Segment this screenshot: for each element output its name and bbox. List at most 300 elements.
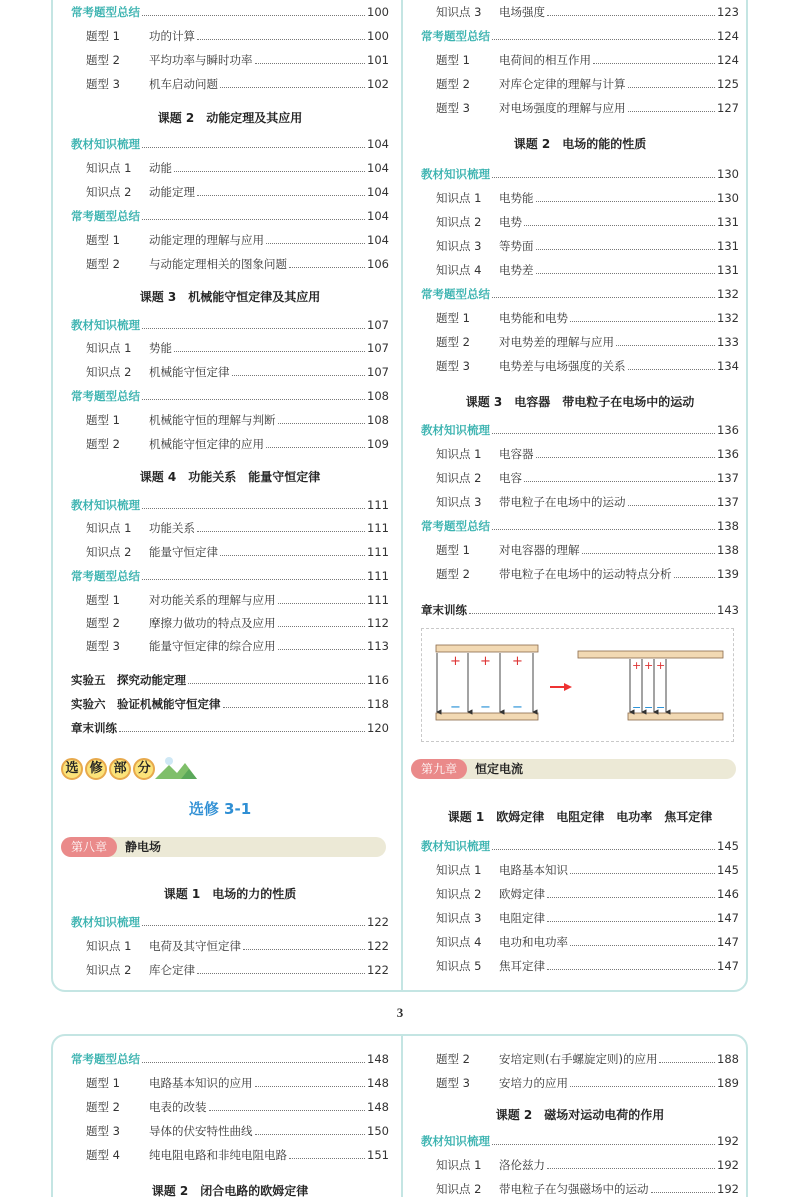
leader-dots — [616, 345, 715, 346]
toc-entry-label — [436, 911, 545, 925]
toc-entry-number: 知识点 1 — [86, 341, 132, 355]
toc-entry[interactable] — [71, 337, 389, 355]
page-ref: 111 — [367, 521, 389, 535]
toc-entry-label — [86, 963, 195, 977]
toc-entry-title: 动能定理的理解与应用 — [149, 233, 264, 247]
toc-entry[interactable] — [421, 307, 739, 325]
toc-entry-title: 洛伦兹力 — [499, 1158, 545, 1172]
leader-dots — [142, 925, 365, 926]
toc-entry-title: 电阻定律 — [499, 911, 545, 925]
toc-entry-number: 知识点 1 — [436, 447, 482, 461]
toc-entry-label — [436, 101, 626, 115]
toc-entry-number: 题型 2 — [436, 567, 470, 581]
page-ref: 136 — [717, 447, 739, 461]
toc-entry[interactable] — [71, 1096, 389, 1114]
toc-entry-title: 电势差与电场强度的关系 — [499, 359, 626, 373]
page-ref: 138 — [717, 543, 739, 557]
toc-entry[interactable] — [421, 73, 739, 91]
page-ref: 145 — [717, 839, 739, 853]
leader-dots — [119, 731, 365, 732]
toc-entry-title: 动能 — [149, 161, 172, 175]
toc-entry-label: 教材知识梳理 — [71, 137, 140, 151]
toc-entry-label — [86, 593, 276, 607]
toc-entry-label — [436, 863, 568, 877]
xuanxiu-char: 修 — [85, 758, 107, 780]
toc-entry[interactable] — [71, 935, 389, 953]
toc-entry-number: 题型 1 — [436, 543, 470, 557]
toc-entry-title: 欧姆定律 — [499, 887, 545, 901]
toc-entry-title: 带电粒子在电场中的运动 — [499, 495, 626, 509]
lesson-title: 课题 4 功能关系 能量守恒定律 — [139, 470, 321, 484]
leader-dots — [243, 949, 365, 950]
page-ref: 124 — [717, 53, 739, 67]
toc-entry[interactable] — [421, 1072, 739, 1090]
toc-entry-number: 知识点 2 — [86, 185, 132, 199]
plus-charge: + — [632, 659, 642, 672]
toc-entry[interactable] — [421, 187, 739, 205]
leader-dots — [628, 505, 716, 506]
minus-charge: − — [450, 700, 461, 715]
lesson-title: 课题 3 电容器 带电粒子在电场中的运动 — [465, 395, 695, 409]
page-ref: 106 — [367, 257, 389, 271]
page-ref: 120 — [367, 721, 389, 735]
toc-entry-label — [436, 495, 626, 509]
page-ref: 136 — [717, 423, 739, 437]
plus-charge: + — [450, 654, 461, 669]
toc-entry-label — [86, 939, 241, 953]
page-ref: 123 — [717, 5, 739, 19]
toc-entry-title: 电容器 — [499, 447, 534, 461]
xuanxiu-char: 选 — [61, 758, 83, 780]
leader-dots — [142, 1062, 365, 1063]
toc-entry-title: 电表的改装 — [149, 1100, 207, 1114]
toc-entry-title: 电势差 — [499, 263, 534, 277]
toc-section-entry[interactable] — [71, 385, 389, 403]
lesson-title: 课题 2 电场的能的性质 — [513, 137, 647, 151]
toc-entry[interactable] — [421, 211, 739, 229]
page-ref: 132 — [717, 287, 739, 301]
toc-entry-title: 对库仑定律的理解与计算 — [499, 77, 626, 91]
page-ref: 192 — [717, 1158, 739, 1172]
page-ref: 146 — [717, 887, 739, 901]
toc-entry-label: 实验五 探究动能定理 — [71, 673, 186, 687]
toc-section-entry[interactable] — [71, 494, 389, 512]
toc-entry-label — [436, 959, 545, 973]
leader-dots — [232, 375, 366, 376]
toc-entry[interactable] — [421, 467, 739, 485]
plus-charge: + — [644, 659, 654, 672]
leader-dots — [492, 1144, 715, 1145]
leader-dots — [197, 531, 365, 532]
toc-entry[interactable] — [71, 25, 389, 43]
toc-entry-number: 题型 1 — [86, 593, 120, 607]
toc-entry[interactable] — [421, 1154, 739, 1172]
toc-section-entry[interactable] — [71, 911, 389, 929]
toc-section-entry[interactable] — [421, 163, 739, 181]
toc-entry[interactable] — [71, 253, 389, 271]
toc-section-entry[interactable] — [71, 205, 389, 223]
toc-entry[interactable] — [421, 539, 739, 557]
leader-dots — [197, 195, 365, 196]
toc-entry-label: 教材知识梳理 — [71, 915, 140, 929]
toc-section-entry[interactable] — [71, 314, 389, 332]
leader-dots — [593, 63, 715, 64]
page-ref: 122 — [367, 915, 389, 929]
toc-entry-label — [436, 543, 580, 557]
toc-entry-number: 知识点 3 — [436, 5, 482, 19]
toc-entry-title: 电场强度 — [499, 5, 545, 19]
page-ref: 100 — [367, 29, 389, 43]
toc-entry-label — [86, 413, 276, 427]
page-ref: 116 — [367, 673, 389, 687]
capacitor-plate-bottom — [628, 713, 723, 720]
minus-charge: − — [632, 701, 642, 714]
page-ref: 130 — [717, 191, 739, 205]
toc-entry-title: 机械能守恒的理解与判断 — [149, 413, 276, 427]
toc-entry-number: 题型 2 — [436, 335, 470, 349]
toc-entry-title: 导体的伏安特性曲线 — [149, 1124, 253, 1138]
toc-entry-title: 电势 — [499, 215, 522, 229]
toc-entry[interactable] — [71, 541, 389, 559]
leader-dots — [142, 508, 365, 509]
toc-entry-label: 教材知识梳理 — [421, 839, 490, 853]
toc-section-entry[interactable] — [421, 283, 739, 301]
toc-entry[interactable] — [421, 883, 739, 901]
toc-entry[interactable] — [421, 1048, 739, 1066]
toc-entry-number: 知识点 2 — [436, 887, 482, 901]
toc-entry-title: 势能 — [149, 341, 172, 355]
leader-dots — [547, 897, 715, 898]
toc-entry-label — [436, 887, 545, 901]
toc-entry-number: 知识点 3 — [436, 911, 482, 925]
toc-entry[interactable] — [421, 331, 739, 349]
page-ref: 108 — [367, 389, 389, 403]
toc-entry[interactable] — [421, 235, 739, 253]
page-ref: 104 — [367, 233, 389, 247]
toc-entry-number: 知识点 5 — [436, 959, 482, 973]
page-ref: 143 — [717, 603, 739, 617]
toc-entry-title: 电路基本知识 — [499, 863, 568, 877]
toc-entry-title: 机械能守恒定律 — [149, 365, 230, 379]
toc-entry-title: 功的计算 — [149, 29, 195, 43]
toc-entry-number: 知识点 2 — [436, 215, 482, 229]
toc-entry[interactable] — [421, 259, 739, 277]
toc-entry-title: 能量守恒定律的综合应用 — [149, 639, 276, 653]
page-ref: 147 — [717, 911, 739, 925]
toc-entry[interactable] — [71, 229, 389, 247]
toc-entry-number: 知识点 4 — [436, 935, 482, 949]
chapter-header-8 — [61, 837, 386, 857]
leader-dots — [142, 399, 365, 400]
toc-section-entry[interactable] — [71, 1048, 389, 1066]
leader-dots — [255, 1086, 366, 1087]
toc-entry[interactable] — [71, 181, 389, 199]
toc-entry[interactable] — [71, 1144, 389, 1162]
toc-entry-title: 安培定则(右手螺旋定则)的应用 — [499, 1052, 658, 1066]
leader-dots — [536, 249, 716, 250]
toc-entry-label: 教材知识梳理 — [71, 318, 140, 332]
page-ref: 111 — [367, 545, 389, 559]
leader-dots — [174, 171, 365, 172]
page-ref: 125 — [717, 77, 739, 91]
page-number: 3 — [396, 1005, 404, 1020]
toc-entry[interactable] — [71, 1120, 389, 1138]
minus-charge: − — [512, 700, 523, 715]
capacitor-plate-top — [578, 651, 723, 658]
toc-entry[interactable] — [421, 49, 739, 67]
toc-entry[interactable] — [71, 409, 389, 427]
toc-entry-number: 题型 2 — [86, 53, 120, 67]
leader-dots — [266, 447, 365, 448]
toc-entry-label — [436, 311, 568, 325]
toc-entry-label — [86, 233, 264, 247]
toc-section-entry[interactable] — [421, 25, 739, 43]
page-ref: 107 — [367, 341, 389, 355]
toc-entry-label: 常考题型总结 — [71, 389, 140, 403]
toc-entry[interactable] — [421, 97, 739, 115]
page-ref: 133 — [717, 335, 739, 349]
toc-entry-label — [436, 447, 534, 461]
toc-entry-title: 电荷及其守恒定律 — [149, 939, 241, 953]
page-ref: 127 — [717, 101, 739, 115]
toc-entry[interactable] — [71, 73, 389, 91]
toc-entry-title: 电势能和电势 — [499, 311, 568, 325]
toc-entry-title: 安培力的应用 — [499, 1076, 568, 1090]
toc-section-entry[interactable] — [421, 419, 739, 437]
toc-entry-title: 电势能 — [499, 191, 534, 205]
toc-entry-title: 功能关系 — [149, 521, 195, 535]
page-ref: 145 — [717, 863, 739, 877]
leader-dots — [547, 921, 715, 922]
toc-panel-top — [51, 0, 748, 992]
toc-entry-title: 电荷间的相互作用 — [499, 53, 591, 67]
lesson-title: 课题 1 欧姆定律 电阻定律 电功率 焦耳定律 — [447, 810, 713, 824]
leader-dots — [142, 579, 365, 580]
leader-dots — [628, 369, 716, 370]
minus-charge: − — [480, 700, 491, 715]
toc-entry-label — [436, 1158, 545, 1172]
toc-entry-number: 知识点 1 — [436, 863, 482, 877]
leader-dots — [289, 1158, 365, 1159]
leader-dots — [255, 1134, 366, 1135]
leader-dots — [223, 707, 366, 708]
leader-dots — [142, 15, 365, 16]
toc-entry-number: 知识点 2 — [86, 963, 132, 977]
toc-entry[interactable] — [421, 563, 739, 581]
toc-entry-label — [86, 545, 218, 559]
leader-dots — [547, 1168, 715, 1169]
capacitor-figure — [422, 629, 735, 743]
toc-entry[interactable] — [421, 931, 739, 949]
toc-entry-title: 等势面 — [499, 239, 534, 253]
toc-entry[interactable] — [71, 433, 389, 451]
toc-chapter-entry[interactable] — [71, 717, 389, 735]
toc-entry-label — [86, 1124, 253, 1138]
toc-entry-label — [436, 335, 614, 349]
leader-dots — [220, 87, 365, 88]
page-ref: 107 — [367, 365, 389, 379]
toc-chapter-entry[interactable] — [71, 669, 389, 687]
page-ref: 104 — [367, 185, 389, 199]
toc-entry-label: 教材知识梳理 — [421, 167, 490, 181]
toc-entry-label: 常考题型总结 — [421, 287, 490, 301]
toc-entry[interactable] — [421, 907, 739, 925]
toc-entry-label — [436, 567, 672, 581]
toc-entry-number: 题型 3 — [436, 101, 470, 115]
toc-entry-number: 知识点 1 — [86, 939, 132, 953]
toc-entry-number: 题型 1 — [86, 29, 120, 43]
leader-dots — [197, 973, 365, 974]
toc-section-entry[interactable] — [71, 133, 389, 151]
toc-entry[interactable] — [71, 589, 389, 607]
page-ref: 188 — [717, 1052, 739, 1066]
toc-entry-number: 题型 1 — [86, 233, 120, 247]
toc-entry-label — [436, 215, 522, 229]
page-ref: 113 — [367, 639, 389, 653]
toc-entry[interactable] — [421, 955, 739, 973]
toc-entry-label — [86, 639, 276, 653]
toc-entry-number: 知识点 3 — [436, 495, 482, 509]
chapter-header-9 — [411, 759, 736, 779]
toc-entry-label — [86, 521, 195, 535]
toc-entry[interactable] — [421, 491, 739, 509]
toc-entry-label — [86, 437, 264, 451]
toc-entry-label — [436, 77, 626, 91]
toc-entry[interactable] — [421, 1, 739, 19]
toc-entry-label — [436, 53, 591, 67]
toc-entry-label — [436, 359, 626, 373]
toc-entry-number: 题型 2 — [436, 1052, 470, 1066]
page-ref: 192 — [717, 1134, 739, 1148]
page-ref: 147 — [717, 959, 739, 973]
toc-section-entry[interactable] — [421, 1130, 739, 1148]
leader-dots — [547, 969, 715, 970]
lesson-title: 课题 2 闭合电路的欧姆定律 — [151, 1184, 309, 1197]
toc-entry[interactable] — [71, 517, 389, 535]
page-ref: 104 — [367, 161, 389, 175]
toc-section-entry[interactable] — [421, 835, 739, 853]
toc-entry-label — [436, 5, 545, 19]
toc-chapter-entry[interactable] — [71, 693, 389, 711]
toc-entry[interactable] — [421, 1178, 739, 1196]
leader-dots — [582, 553, 716, 554]
leader-dots — [278, 603, 366, 604]
leader-dots — [174, 351, 365, 352]
toc-section-entry[interactable] — [421, 515, 739, 533]
toc-entry-number: 题型 3 — [436, 359, 470, 373]
toc-panel-bottom — [51, 1034, 748, 1197]
lesson-title: 课题 3 机械能守恒定律及其应用 — [139, 290, 321, 304]
page-ref: 148 — [367, 1052, 389, 1066]
page-ref: 131 — [717, 239, 739, 253]
toc-entry[interactable] — [71, 49, 389, 67]
toc-entry[interactable] — [71, 361, 389, 379]
lesson-title: 课题 2 磁场对运动电荷的作用 — [495, 1108, 665, 1122]
toc-section-entry[interactable] — [71, 565, 389, 583]
toc-entry[interactable] — [421, 443, 739, 461]
page-ref: 111 — [367, 569, 389, 583]
page-ref: 134 — [717, 359, 739, 373]
minus-charge: − — [644, 701, 654, 714]
toc-entry-label — [86, 161, 172, 175]
page-ref: 132 — [717, 311, 739, 325]
page-ref: 139 — [717, 567, 739, 581]
toc-entry-number: 题型 2 — [86, 257, 120, 271]
toc-section-entry[interactable] — [71, 1, 389, 19]
toc-entry[interactable] — [71, 612, 389, 630]
toc-entry-number: 知识点 2 — [86, 545, 132, 559]
leader-dots — [469, 613, 715, 614]
capacitor-diagram — [421, 628, 734, 742]
page-ref: 192 — [717, 1182, 739, 1196]
toc-entry-label: 教材知识梳理 — [421, 423, 490, 437]
toc-entry-title: 带电粒子在电场中的运动特点分析 — [499, 567, 672, 581]
toc-entry-title: 对电场强度的理解与应用 — [499, 101, 626, 115]
page-ref: 138 — [717, 519, 739, 533]
toc-entry-number: 知识点 1 — [436, 191, 482, 205]
lesson-title: 课题 2 动能定理及其应用 — [157, 111, 303, 125]
leader-dots — [492, 529, 715, 530]
toc-entry[interactable] — [71, 1072, 389, 1090]
xuanxiu-char: 分 — [133, 758, 155, 780]
toc-entry-label — [86, 1148, 287, 1162]
page-ref: 189 — [717, 1076, 739, 1090]
toc-entry-label: 常考题型总结 — [71, 209, 140, 223]
leader-dots — [492, 433, 715, 434]
toc-entry[interactable] — [71, 635, 389, 653]
leader-dots — [209, 1110, 366, 1111]
toc-entry-title: 电路基本知识的应用 — [149, 1076, 253, 1090]
leader-dots — [536, 201, 716, 202]
toc-entry-label: 实验六 验证机械能守恒定律 — [71, 697, 221, 711]
toc-entry-label — [86, 185, 195, 199]
toc-entry-title: 焦耳定律 — [499, 959, 545, 973]
leader-dots — [536, 273, 716, 274]
page-ref: 109 — [367, 437, 389, 451]
page-ref: 122 — [367, 939, 389, 953]
xuanxiu-char: 部 — [109, 758, 131, 780]
page-ref: 148 — [367, 1100, 389, 1114]
toc-entry[interactable] — [71, 157, 389, 175]
leader-dots — [220, 555, 365, 556]
toc-entry-title: 动能定理 — [149, 185, 195, 199]
arrow-head-icon — [564, 683, 572, 691]
page-ref: 131 — [717, 263, 739, 277]
mountain-icon — [155, 755, 197, 781]
toc-entry-label — [436, 191, 534, 205]
toc-entry-number: 题型 1 — [436, 311, 470, 325]
column-divider — [401, 0, 403, 992]
leader-dots — [570, 945, 715, 946]
toc-entry-title: 对电势差的理解与应用 — [499, 335, 614, 349]
leader-dots — [492, 297, 715, 298]
toc-entry-label: 常考题型总结 — [71, 1052, 140, 1066]
leader-dots — [628, 111, 716, 112]
toc-entry-number: 题型 2 — [86, 616, 120, 630]
leader-dots — [524, 225, 715, 226]
toc-entry-label — [86, 1100, 207, 1114]
toc-chapter-entry[interactable] — [421, 599, 739, 617]
page-ref: 137 — [717, 471, 739, 485]
toc-entry[interactable] — [71, 959, 389, 977]
toc-entry-label: 常考题型总结 — [71, 569, 140, 583]
toc-entry-title: 带电粒子在匀强磁场中的运动 — [499, 1182, 649, 1196]
toc-entry[interactable] — [421, 355, 739, 373]
toc-entry[interactable] — [421, 859, 739, 877]
leader-dots — [142, 147, 365, 148]
leader-dots — [492, 39, 715, 40]
chapter-number: 第九章 — [411, 759, 467, 779]
